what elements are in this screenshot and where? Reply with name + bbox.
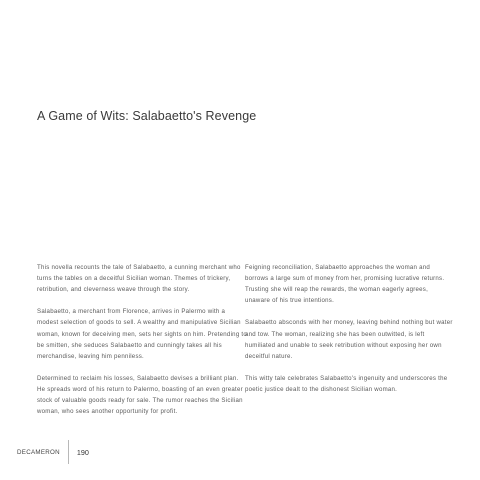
page-number: 190 — [76, 448, 89, 457]
page-footer — [17, 440, 89, 462]
footer-divider — [68, 440, 69, 464]
section-name: DECAMERON — [17, 449, 60, 456]
paragraph: This novella recounts the tale of Salabaetto, a cunning merchant who turns the tables on a deceitful Sicilian woman. Themes of trickery, retribution, and cleverness weave through the story. — [37, 264, 241, 294]
right-text-column — [245, 262, 455, 406]
paragraph: This witty tale celebrates Salabaetto's ingenuity and underscores the poetic justice dealt to the dishonest Sicilian woman. — [245, 374, 448, 394]
paragraph: Salabaetto absconds with her money, leaving behind nothing but water and tow. The woman, realizing she has been outwitted, is left humiliated and unable to seek retribution without exposing her own deceitful nature. — [245, 319, 453, 360]
paragraph: Determined to reclaim his losses, Salabaetto devises a brilliant plan. He spreads word of his return to Palermo, boasting of an even greater stock of valuable goods ready for sale. The rumor reaches the Sicilian woman, who sees another opportunity for profit. — [37, 374, 243, 416]
page-title: A Game of Wits: Salabaetto's Revenge — [37, 109, 257, 123]
left-text-column — [37, 262, 247, 428]
paragraph: Salabaetto, a merchant from Florence, arrives in Palermo with a modest selection of goods to sell. A wealthy and manipulative Sicilian woman, known for deceiving men, sets her sights on him. Pretending to be smitten, she seduces Salabaetto and cunningly takes all his merchandise, leaving him penniless. — [37, 308, 247, 360]
paragraph: Feigning reconciliation, Salabaetto approaches the woman and borrows a large sum of money from her, promising lucrative returns. Trusting she will reap the rewards, the woman eagerly agrees, unaware of his true intentions. — [245, 264, 445, 305]
